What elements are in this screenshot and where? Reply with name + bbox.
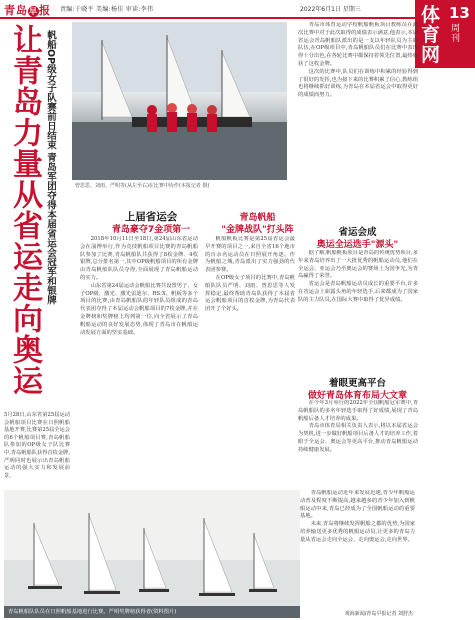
paragraph: 山东省第24届运动会帆船比赛共设置男子、女子OP级、激光、激光雷迪尔、RS:X、帆板等多个项目的比赛,由青岛帆船队的年轻队员组成的青岛代表团夺得了本届运动会帆船项目的7枚金牌,并在金牌榜和奖牌榜上均列第一位,向全省展示了青岛帆船运动的良好发展态势,体现了青岛市在帆船运动发展方面的坚实基础。 — [80, 282, 198, 336]
section-banner — [415, 0, 475, 68]
logo-tail: 报 — [39, 4, 51, 17]
page-number: 13 — [449, 4, 470, 22]
top-photo-caption: 曾思思、刘雨、严明等(从左至右)在比赛中协作(本报记者 摄) — [75, 183, 210, 189]
weekly-label: 周刊 — [451, 24, 461, 44]
sub-headline: 帆船OP级女子队赛前日结束 青岛军团夺得本届省运会冠军和银牌 — [45, 30, 56, 305]
paragraph: 未来,青岛将继续发挥帆船之都的优势,为国家培养输送更多优秀的帆船运动员,让更多的青岛力量从省运会走向全运会、走向奥运会,走向世界。 — [300, 521, 415, 543]
newspaper-logo — [4, 2, 51, 18]
article-column-d — [298, 250, 418, 372]
subhead-last-games: 上届省运会 — [124, 211, 178, 223]
article-column-b — [205, 236, 295, 488]
issue-date: 2022年6月1日 星期三 — [300, 6, 361, 13]
subhead-source-sub: 奥运全运选手"源头" — [316, 240, 399, 250]
paragraph: 青岛市体育局相关负责人表示,将以本届省运会为契机,进一步做好帆船项目后备人才的培养工作,着眼于全运会、奥运会等更高平台,推动青岛帆船运动持续健康发展。 — [298, 423, 418, 453]
article-column-e — [298, 400, 418, 488]
subhead-source: 省运会成 — [338, 227, 377, 238]
paragraph: 2018年10月11日至18日,第24届山东省运动会在淄博举行,作为竞技帆船项目比赛的青岛帆船队参加了比赛,青岛帆船队共获得了8枚金牌、4枚银牌,总分排名第一,其中OP级帆船项目的所有金牌由青岛帆船队队员夺得,全面展现了青岛帆船运动的实力。 — [80, 236, 198, 281]
header-rule — [0, 17, 415, 19]
reporter-byline: 观海新闻/青岛早报记者 刘舒杰 — [344, 611, 413, 617]
paragraph: 省运会是青岛帆船运动员成长的重要平台,许多在省运会上崭露头角的年轻选手,后来都成为了国家队的主力队员,在国际大赛中取得了优异成绩。 — [298, 281, 418, 303]
side-column-text: 5月28日,山东省第25届运动会帆船项目比赛在日照帆船基地开赛,比赛第25届全运会的6个帆船项目赛,青岛帆船队参加的OP级女子队比赛中,青岛帆船队获得首枚金牌,严明同时也展示出青岛帆船运动的强大实力和发展前景。 — [4, 412, 70, 479]
paragraph: 青岛市体育运动学校帆船帆板项目教练员在此次比赛中对于此次取得的成绩表示满意,他表示,本届省运会青岛帆船队派出的是一支以年轻队员为主的队伍,在OP级项目中,青岛帆船队员们在比赛中表现得十分出色,在各轮比赛中都保持着领先位置,最终收获了这枚金牌。 — [298, 22, 418, 67]
paragraph: 青岛帆船运动近年来发展迅速,青少年帆船运动普及程度不断提高,越来越多的青少年加入到帆船运动中来,青岛已经成为了全国帆船运动的重要基地。 — [300, 490, 415, 520]
subhead-gold-team: 青岛帆船 — [239, 213, 276, 223]
top-photo-sailors — [72, 22, 287, 180]
paragraph: 帆船帆板比赛是第25届省运会最早开赛的项目之一,来自全省16个地市的百余名运动员在日照展开角逐。作为帆船之城,青岛派出了实力强劲的代表团参赛。 — [205, 236, 295, 274]
subhead-gold-team-sub: "金牌战队"打头阵 — [221, 225, 294, 235]
paragraph: 这次的比赛中,队员们在训练中积累的经验得到了很好的发挥,也为接下来的比赛积累了信心,教练组也将继续抓好训练,为青岛在本届省运会中取得更好的成绩而努力。 — [298, 68, 418, 99]
headline-block — [4, 24, 44, 444]
article-column-f — [300, 490, 415, 618]
headline: 让青岛力量从省运走向奥运 — [7, 24, 42, 396]
paragraph: 在OP级女子项目的比赛中,青岛帆船队队员严明、刘雨、曾思思等人发挥稳定,最终帮助青岛队获得了本届省运会帆船项目的首枚金牌,为青岛代表团开了个好头。 — [205, 274, 295, 313]
paragraph: 据了解,帆船帆板项目是青岛的传统优势项目,多年来青岛培养出了一大批优秀的帆船运动员,他们在全运会、亚运会乃至奥运会的赛场上为国争光,为青岛赢得了荣誉。 — [298, 250, 418, 280]
editor-credits: 责编:于晓平 美编:杨佳 审读:李伟 — [60, 6, 154, 13]
paragraph: 在今年3月举行的2022年全国帆船冠军赛中,青岛帆船队的多名年轻选手取得了好成绩,展现了青岛帆船后备人才培养的成果。 — [298, 400, 418, 422]
logo-text: 青岛 — [4, 4, 28, 17]
article-column-a — [80, 236, 198, 488]
article-column-c — [298, 22, 418, 222]
sailing-scene-icon — [72, 22, 287, 180]
section-name: 体育网 — [421, 4, 441, 66]
page-header — [0, 0, 475, 18]
bottom-photo-caption: 青岛帆船队队员在日照帆船基地进行比赛。严明奖牌榜获得者(资料图片) — [8, 609, 177, 615]
logo-circle-icon: 早 — [29, 6, 38, 16]
subhead-higher-platform-sub: 做好青岛体育布局大文章 — [307, 391, 407, 401]
subhead-higher-platform: 着眼更高平台 — [328, 378, 386, 389]
subhead-last-games-sub: 青岛豪夺7金项第一 — [111, 225, 191, 235]
